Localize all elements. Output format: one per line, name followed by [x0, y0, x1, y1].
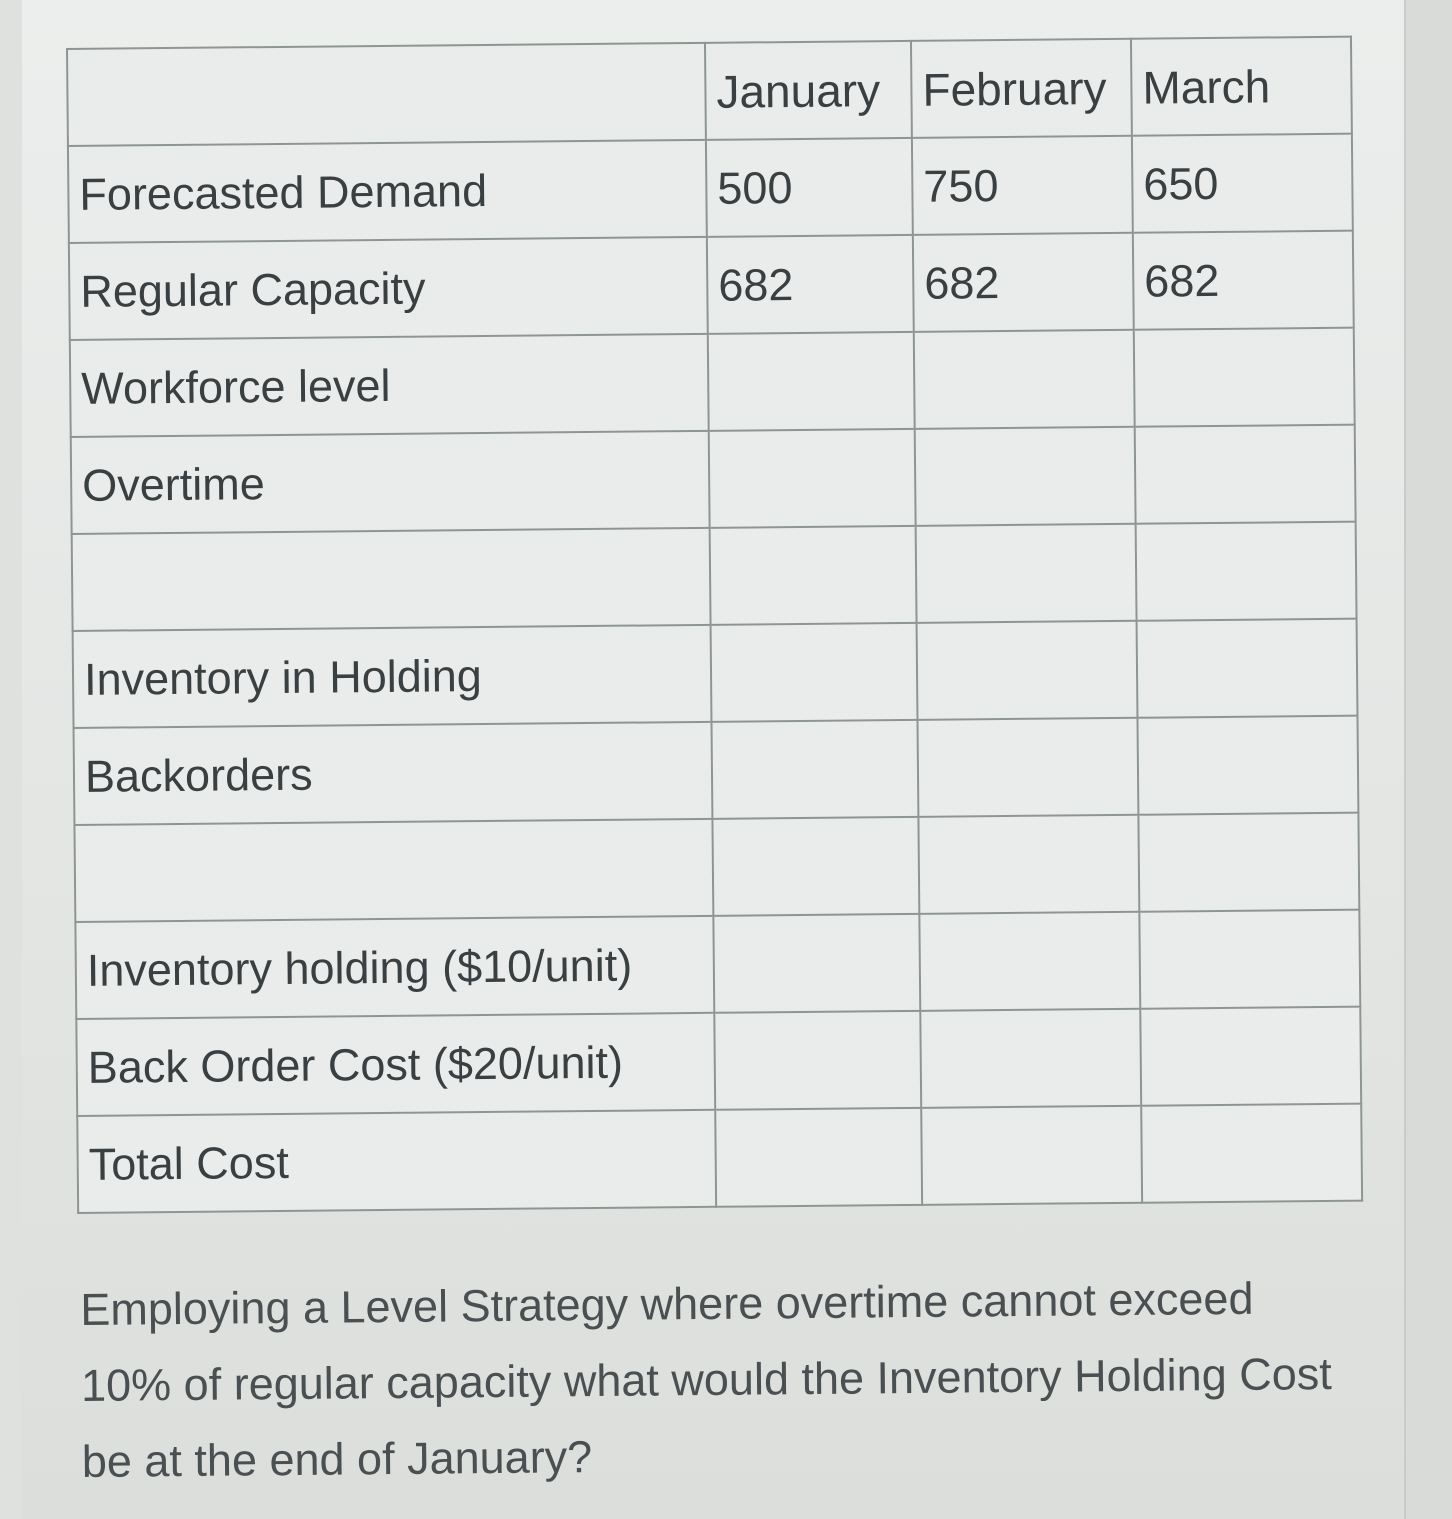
row-label: Workforce level	[70, 334, 709, 437]
row-regular-capacity	[69, 231, 1354, 340]
cell-march	[1137, 619, 1358, 718]
cell-march	[1140, 1007, 1361, 1106]
row-total-cost	[77, 1104, 1362, 1213]
cell-february: 682	[913, 233, 1134, 332]
cell-march	[1134, 328, 1355, 427]
cell-january	[710, 526, 917, 625]
cell-february	[917, 718, 1138, 817]
cell-january: 682	[707, 235, 914, 334]
header-march: March	[1131, 37, 1352, 136]
row-label: Back Order Cost ($20/unit)	[76, 1013, 715, 1116]
row-inventory-in-holding	[73, 619, 1358, 728]
aggregate-planning-sheet	[66, 36, 1373, 1214]
cell-february: 750	[912, 136, 1133, 235]
row-workforce-level	[70, 328, 1355, 437]
row-label: Total Cost	[77, 1110, 716, 1213]
cell-january	[709, 429, 916, 528]
row-label	[74, 819, 713, 922]
row-forecasted-demand	[68, 134, 1353, 243]
cell-january	[711, 623, 918, 722]
cell-january: 500	[706, 138, 913, 237]
row-label: Regular Capacity	[69, 237, 708, 340]
cell-january	[713, 914, 920, 1013]
row-blank-2	[74, 813, 1359, 922]
row-inventory-holding-cost	[75, 910, 1360, 1019]
row-label: Inventory in Holding	[73, 625, 712, 728]
row-backorders	[74, 716, 1359, 825]
left-margin	[0, 0, 22, 1519]
header-row	[67, 37, 1352, 146]
cell-february	[918, 815, 1139, 914]
cell-february	[919, 912, 1140, 1011]
right-margin	[1404, 0, 1452, 1519]
row-label: Forecasted Demand	[68, 140, 707, 243]
cell-march	[1136, 522, 1357, 621]
cell-january	[715, 1108, 922, 1207]
cell-march	[1135, 425, 1356, 524]
row-overtime	[71, 425, 1356, 534]
cell-march	[1138, 813, 1359, 912]
cell-february	[916, 524, 1137, 623]
cell-february	[915, 427, 1136, 526]
cell-february	[914, 330, 1135, 429]
cell-january	[711, 720, 918, 819]
cell-march	[1141, 1104, 1362, 1203]
row-label: Backorders	[74, 722, 713, 825]
cell-march: 682	[1133, 231, 1354, 330]
cell-january	[712, 817, 919, 916]
header-february: February	[911, 39, 1132, 138]
row-blank-1	[72, 522, 1357, 631]
row-back-order-cost	[76, 1007, 1361, 1116]
header-january: January	[705, 41, 912, 140]
cell-march	[1139, 910, 1360, 1009]
row-label	[72, 528, 711, 631]
header-corner-cell	[67, 43, 706, 146]
cell-march: 650	[1132, 134, 1353, 233]
row-label: Overtime	[71, 431, 710, 534]
cell-january	[714, 1011, 921, 1110]
question-text: Employing a Level Strategy where overtime cannot exceed 10% of regular capacity what would the Inventory Holding Cost be at the end of January?	[80, 1272, 1332, 1487]
cell-february	[921, 1106, 1142, 1205]
cell-february	[920, 1009, 1141, 1108]
row-label: Inventory holding ($10/unit)	[75, 916, 714, 1019]
aggregate-planning-table	[66, 36, 1363, 1214]
cell-march	[1137, 716, 1358, 815]
cell-january	[708, 332, 915, 431]
cell-february	[917, 621, 1138, 720]
